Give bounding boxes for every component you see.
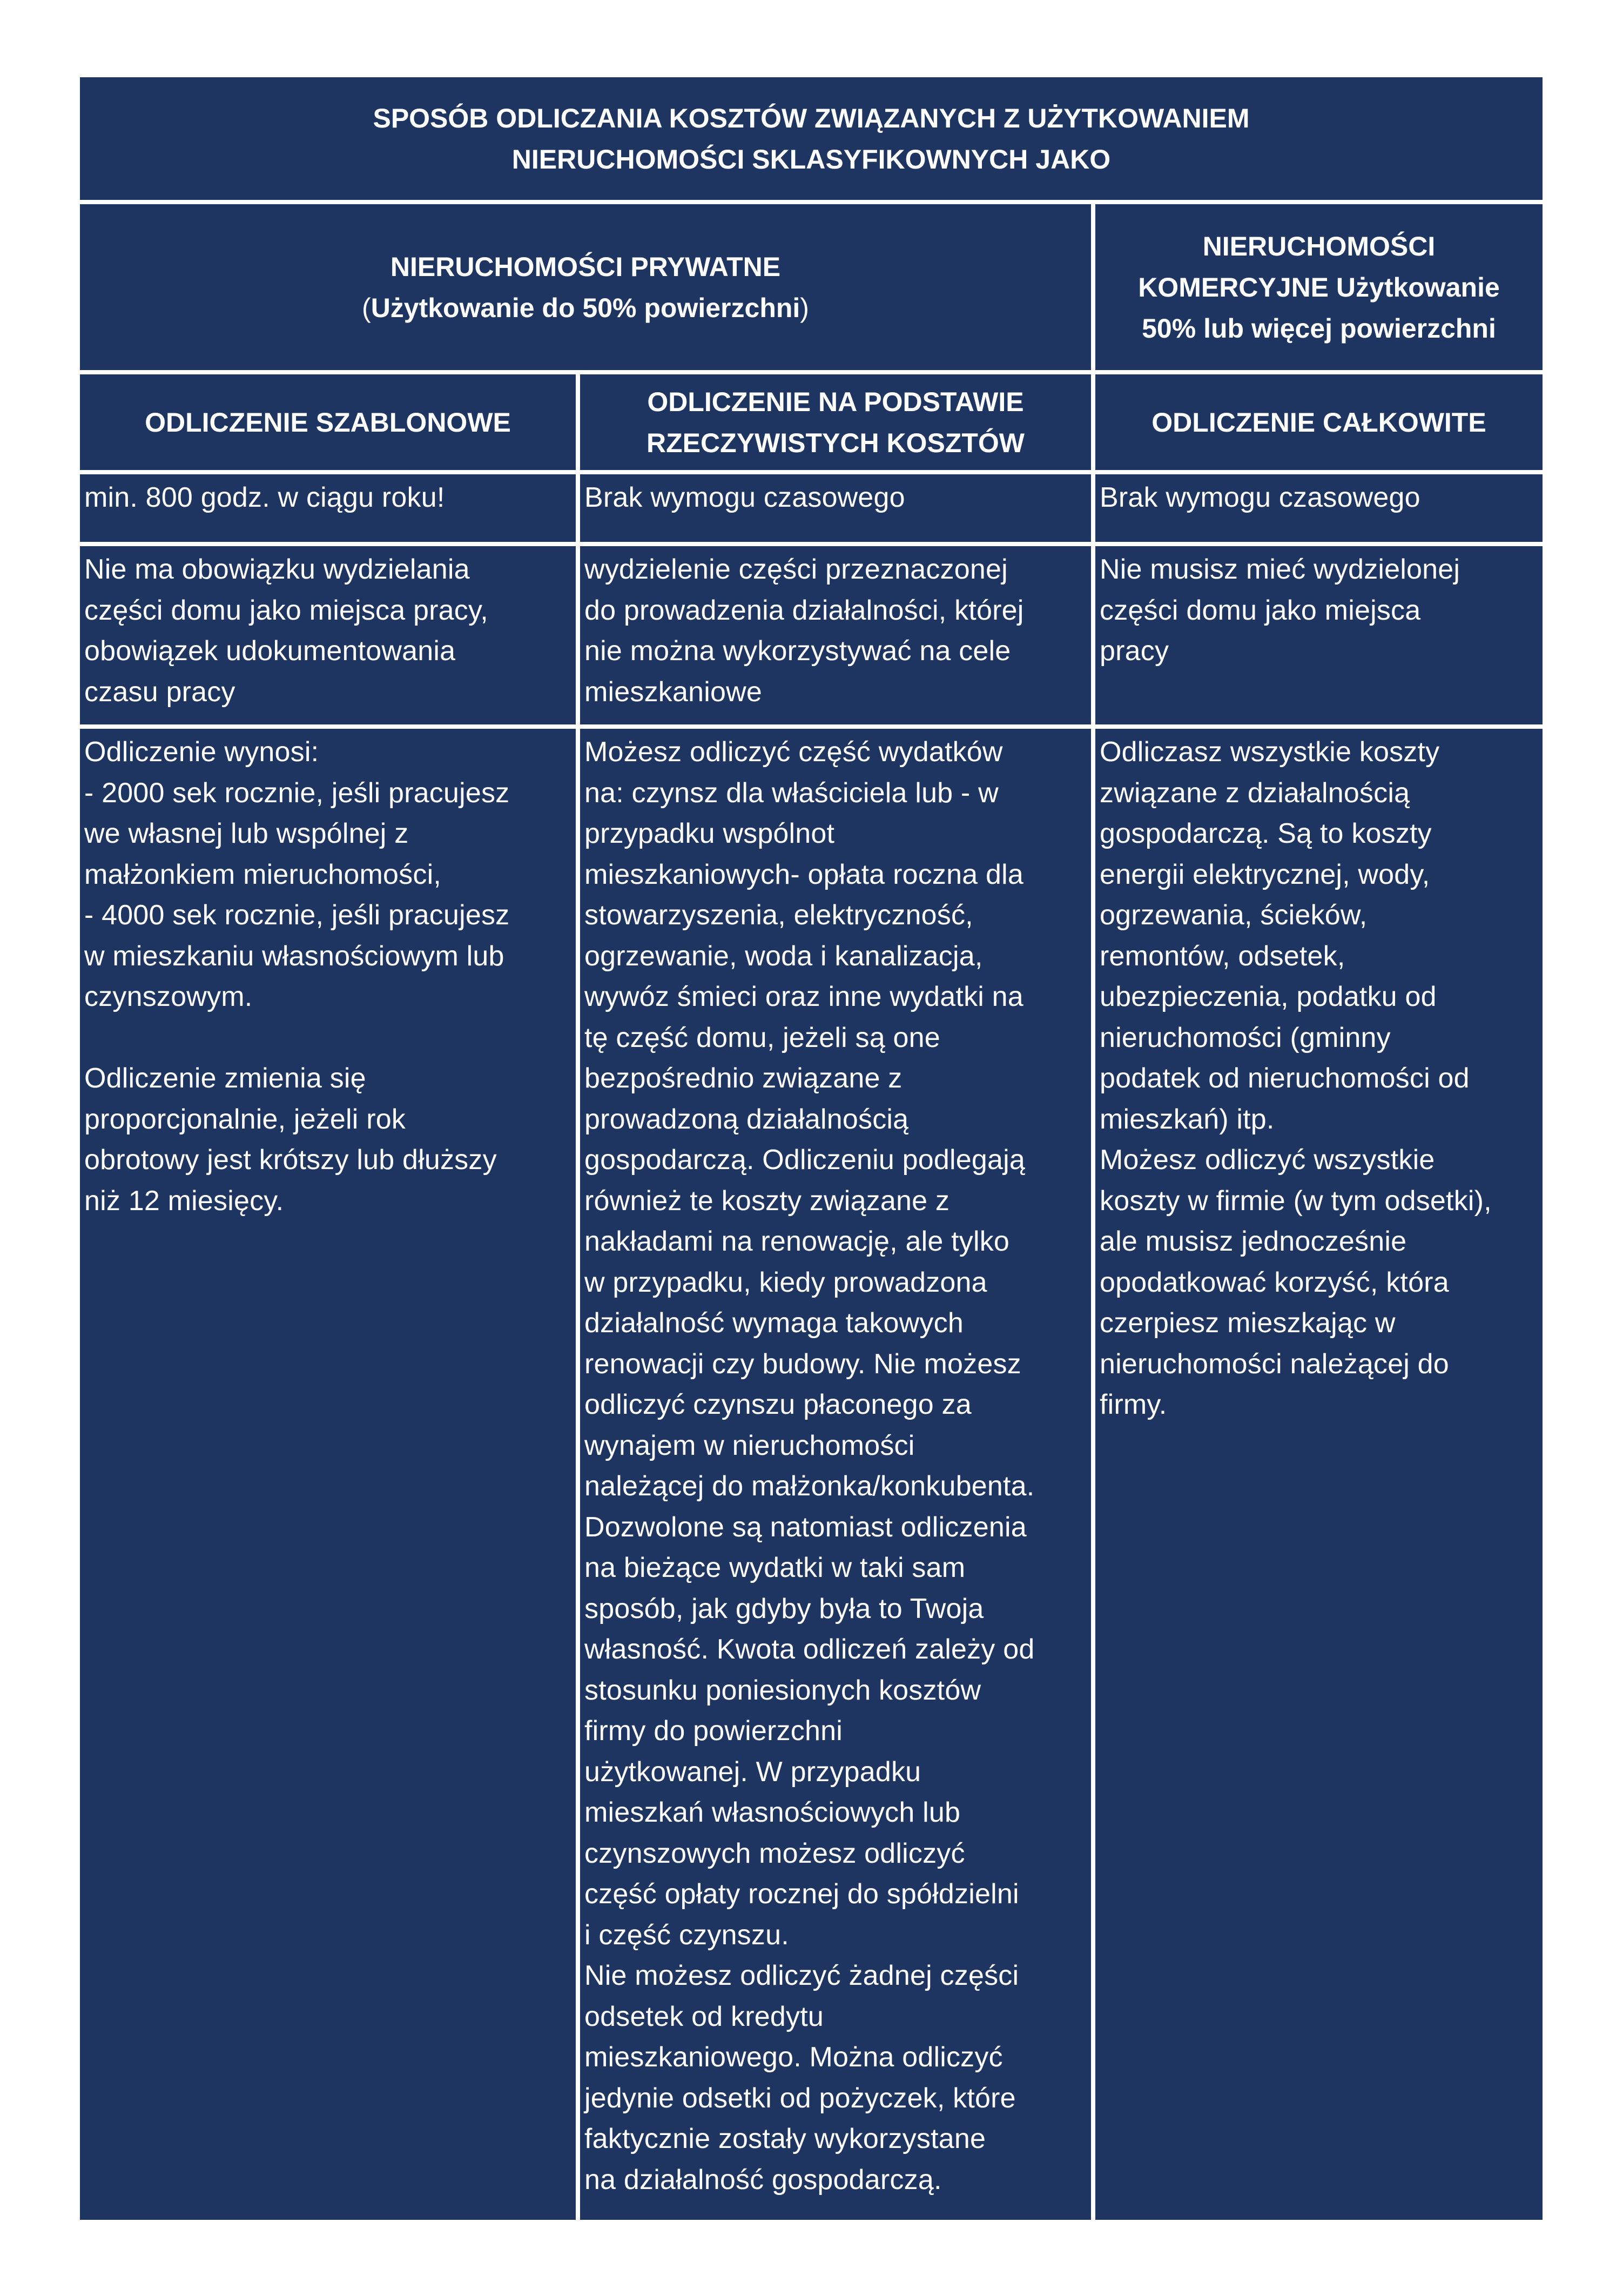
cell-time-actual-costs: Brak wymogu czasowego xyxy=(580,474,1091,542)
cell-deduction-template: Odliczenie wynosi: - 2000 sek rocznie, jeśli pracujesz we własnej lub wspólnej z małżonkiem mieruchomości, - 4000 sek rocznie, jeśli pracujesz w mieszkaniu własnościowym lub czynszowym. Odliczenie zmienia się proporcjonalnie, jeżeli rok obrotowy jest krótszy lub dłuższy niż 12 miesięcy. xyxy=(80,729,576,2220)
cell-time-template: min. 800 godz. w ciągu roku! xyxy=(80,474,576,542)
cell-deduction-full: Odliczasz wszystkie koszty związane z działalnością gospodarczą. Są to koszty energii elektrycznej, wody, ogrzewania, ścieków, remontów, odsetek, ubezpieczenia, podatku od nieruchomości (gminny podatek od nieruchomości od mieszkań) itp. Możesz odliczyć wszystkie koszty w firmie (w tym odsetki), ale musisz jednocześnie opodatkować korzyść, która czerpiesz mieszkając w nieruchomości należącej do firmy. xyxy=(1095,729,1543,2220)
cell-space-actual-costs: wydzielenie części przeznaczonej do prowadzenia działalności, której nie można wykorzystywać na cele mieszkaniowe xyxy=(580,546,1091,724)
table-title-line1: SPOSÓB ODLICZANIA KOSZTÓW ZWIĄZANYCH Z UŻYTKOWANIEM xyxy=(373,103,1250,133)
column-header-actual-costs xyxy=(580,374,1091,470)
column-header-full-label: ODLICZENIE CAŁKOWITE xyxy=(1151,407,1486,438)
cell-time-full: Brak wymogu czasowego xyxy=(1095,474,1543,542)
cell-space-full: Nie musisz mieć wydzielonej części domu jako miejsca pracy xyxy=(1095,546,1543,724)
cell-deduction-actual-costs: Możesz odliczyć część wydatków na: czynsz dla właściciela lub - w przypadku wspólnot mieszkaniowych- opłata roczna dla stowarzyszenia, elektryczność, ogrzewanie, woda i kanalizacja, wywóz śmieci oraz inne wydatki na tę część domu, jeżeli są one bezpośrednio związane z prowadzoną działalnością gospodarczą. Odliczeniu podlegają również te koszty związane z nakładami na renowację, ale tylko w przypadku, kiedy prowadzona działalność wymaga takowych renowacji czy budowy. Nie możesz odliczyć czynszu płaconego za wynajem w nieruchomości należącej do małżonka/konkubenta. Dozwolone są natomiast odliczenia na bieżące wydatki w taki sam sposób, jak gdyby była to Twoja własność. Kwota odliczeń zależy od stosunku poniesionych kosztów firmy do powierzchni użytkowanej. W przypadku mieszkań własnościowych lub czynszowych możesz odliczyć część opłaty rocznej do spółdzielni i część czynszu. Nie możesz odliczyć żadnej części odsetek od kredytu mieszkaniowego. Można odliczyć jedynie odsetki od pożyczek, które faktycznie zostały wykorzystane na działalność gospodarczą. xyxy=(580,729,1091,2220)
table-title xyxy=(80,77,1543,200)
column-header-template xyxy=(80,374,576,470)
group-header-commercial-line3: 50% lub więcej powierzchni xyxy=(1142,313,1496,344)
column-header-actual-costs-line1: ODLICZENIE NA PODSTAWIE xyxy=(647,386,1024,417)
group-header-private xyxy=(80,204,1091,370)
group-header-private-sub: (Użytkowanie do 50% powierzchni) xyxy=(362,292,809,323)
group-header-commercial xyxy=(1095,204,1543,370)
group-header-private-label: NIERUCHOMOŚCI PRYWATNE xyxy=(390,251,781,282)
column-header-template-label: ODLICZENIE SZABLONOWE xyxy=(145,407,511,438)
cell-space-template: Nie ma obowiązku wydzielania części domu jako miejsca pracy, obowiązek udokumentowania czasu pracy xyxy=(80,546,576,724)
group-header-commercial-line1: NIERUCHOMOŚCI xyxy=(1202,231,1436,261)
group-header-commercial-line2: KOMERCYJNE Użytkowanie xyxy=(1138,272,1500,303)
column-header-full xyxy=(1095,374,1543,470)
column-header-actual-costs-line2: RZECZYWISTYCH KOSZTÓW xyxy=(646,427,1025,458)
table-title-line2: NIERUCHOMOŚCI SKLASYFIKOWNYCH JAKO xyxy=(511,144,1111,174)
